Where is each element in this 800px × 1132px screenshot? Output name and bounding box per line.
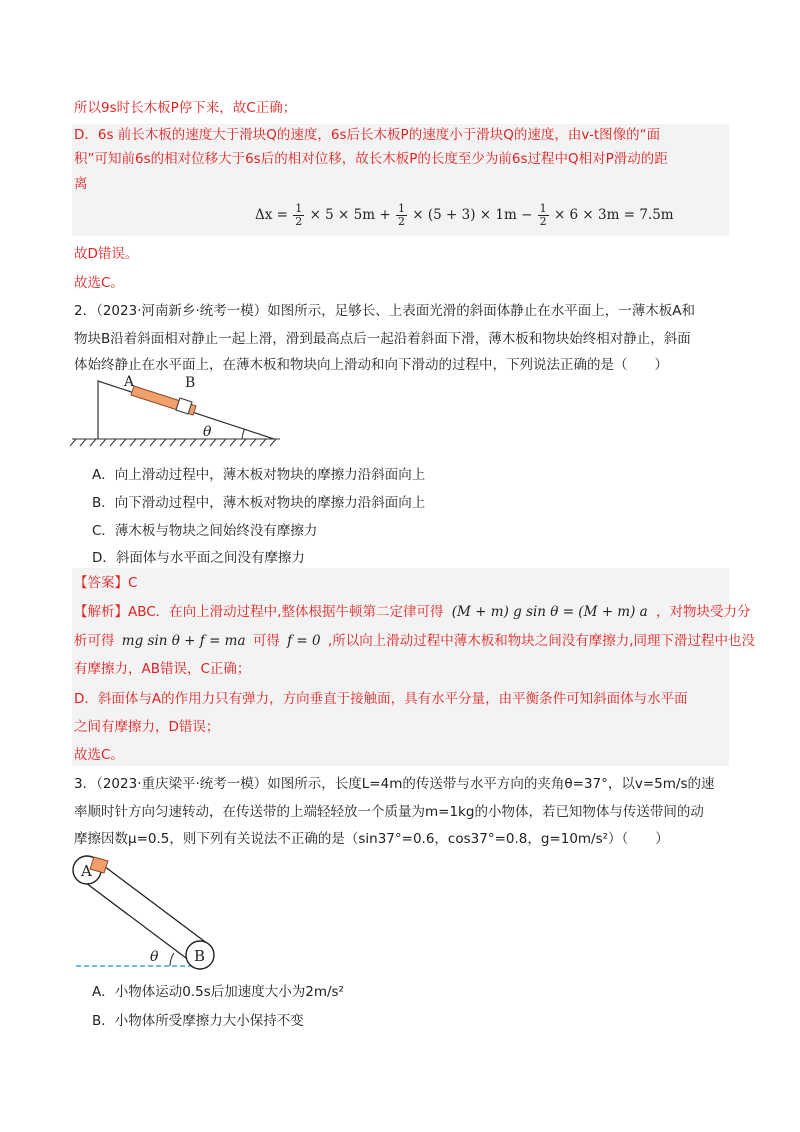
q2-analysis-d2: 之间有摩擦力，D错误； xyxy=(74,719,220,735)
q2-option-a: A．向上滑动过程中，薄木板对物块的摩擦力沿斜面向上 xyxy=(92,467,426,483)
q2-option-b: B．向下滑动过程中，薄木板对物块的摩擦力沿斜面向上 xyxy=(92,495,426,511)
q1-formula xyxy=(255,202,800,228)
label-b: B xyxy=(185,375,196,391)
formula-frac-3: $\frac{1}{2}$ xyxy=(539,202,547,228)
analysis-text-2c: ,所以向上滑动过程中薄木板和物块之间没有摩擦力,同理下滑过程中也没 xyxy=(327,633,755,649)
q3-option-b: B．小物体所受摩擦力大小保持不变 xyxy=(92,1013,304,1029)
formula-term-1: × 5 × 5m + xyxy=(309,207,391,223)
theta-label: θ xyxy=(150,949,159,965)
analysis-formula-3: f = 0 xyxy=(287,633,321,649)
analysis-text-1a: 【解析】ABC．在向上滑动过程中,整体根据牛顿第二定律可得 xyxy=(74,604,444,620)
q1-d-line1: D．6s 前长木板的速度大于滑块Q的速度，6s后长木板P的速度小于滑块Q的速度，由v-t图像的“面 xyxy=(74,127,661,143)
q3-stem-line1: 3．（2023·重庆梁平·统考一模）如图所示，长度L=4m的传送带与水平方向的夹角θ=37°，以v=5m/s的速 xyxy=(74,776,715,792)
q2-stem-line1: 2．（2023·河南新乡·统考一模）如图所示，足够长、上表面光滑的斜面体静止在水平面上，一薄木板A和 xyxy=(74,303,696,319)
q2-analysis-d1: D．斜面体与A的作用力只有弹力，方向垂直于接触面，具有水平分量，由平衡条件可知斜面体与水平面 xyxy=(74,691,688,707)
label-theta: θ xyxy=(203,424,212,440)
q1-d-line3: 离 xyxy=(74,176,88,192)
analysis-text-2b: 可得 xyxy=(252,633,280,649)
q2-answer: 【答案】C xyxy=(74,575,138,591)
analysis-text-1b: ，对物块受力分 xyxy=(656,604,751,620)
analysis-formula-1: (M + m) g sin θ = (M + m) a xyxy=(451,604,648,620)
formula-frac-2: $\frac{1}{2}$ xyxy=(397,202,405,228)
analysis-formula-2: mg sin θ + f = ma xyxy=(121,633,246,649)
q3-option-a: A．小物体运动0.5s后加速度大小为2m/s² xyxy=(92,984,344,1000)
roller-b-label: B xyxy=(194,947,206,965)
q2-incline-figure xyxy=(70,370,285,450)
q2-stem-line3: 体始终静止在水平面上，在薄木板和物块向上滑动和向下滑动的过程中，下列说法正确的是（ ） xyxy=(74,357,668,373)
q3-stem-line3: 摩擦因数μ=0.5，则下列有关说法不正确的是（sin37°=0.6，cos37°=0.8，g=10m/s²）（ ） xyxy=(74,831,669,847)
label-a: A xyxy=(124,374,135,390)
formula-term-3: × 6 × 3m = 7.5m xyxy=(553,207,674,223)
formula-term-2: × (5 + 3) × 1m − xyxy=(412,207,533,223)
q1-choose: 故选C。 xyxy=(74,275,124,291)
q1-d-wrong: 故D错误。 xyxy=(74,246,139,262)
q1-c-line: 所以9s时长木板P停下来，故C正确； xyxy=(74,100,297,116)
q2-option-d: D．斜面体与水平面之间没有摩擦力 xyxy=(92,550,305,566)
q2-stem-line2: 物块B沿着斜面相对静止一起上滑，滑到最高点后一起沿着斜面下滑，薄木板和物块始终相对静止，斜面 xyxy=(74,331,691,347)
analysis-text-2a: 析可得 xyxy=(74,633,115,649)
q2-choose: 故选C。 xyxy=(74,747,124,763)
q3-stem-line2: 率顺时针方向匀速转动，在传送带的上端轻轻放一个质量为m=1kg的小物体，若已知物体与传送带间的动 xyxy=(74,804,704,820)
formula-prefix: Δx = xyxy=(255,207,288,223)
roller-a-label: A xyxy=(81,862,92,880)
q1-d-line2: 积”可知前6s的相对位移大于6s后的相对位移，故长木板P的长度至少为前6s过程中Q相对P滑动的距 xyxy=(74,151,668,167)
q2-analysis-line2 xyxy=(74,630,755,652)
q2-analysis-line3: 有摩擦力，AB错误，C正确； xyxy=(74,661,251,677)
q2-option-c: C．薄木板与物块之间始终没有摩擦力 xyxy=(92,523,318,539)
q3-conveyor-figure xyxy=(70,845,230,975)
formula-frac-1: $\frac{1}{2}$ xyxy=(295,202,303,228)
q2-analysis-line1 xyxy=(74,601,751,623)
